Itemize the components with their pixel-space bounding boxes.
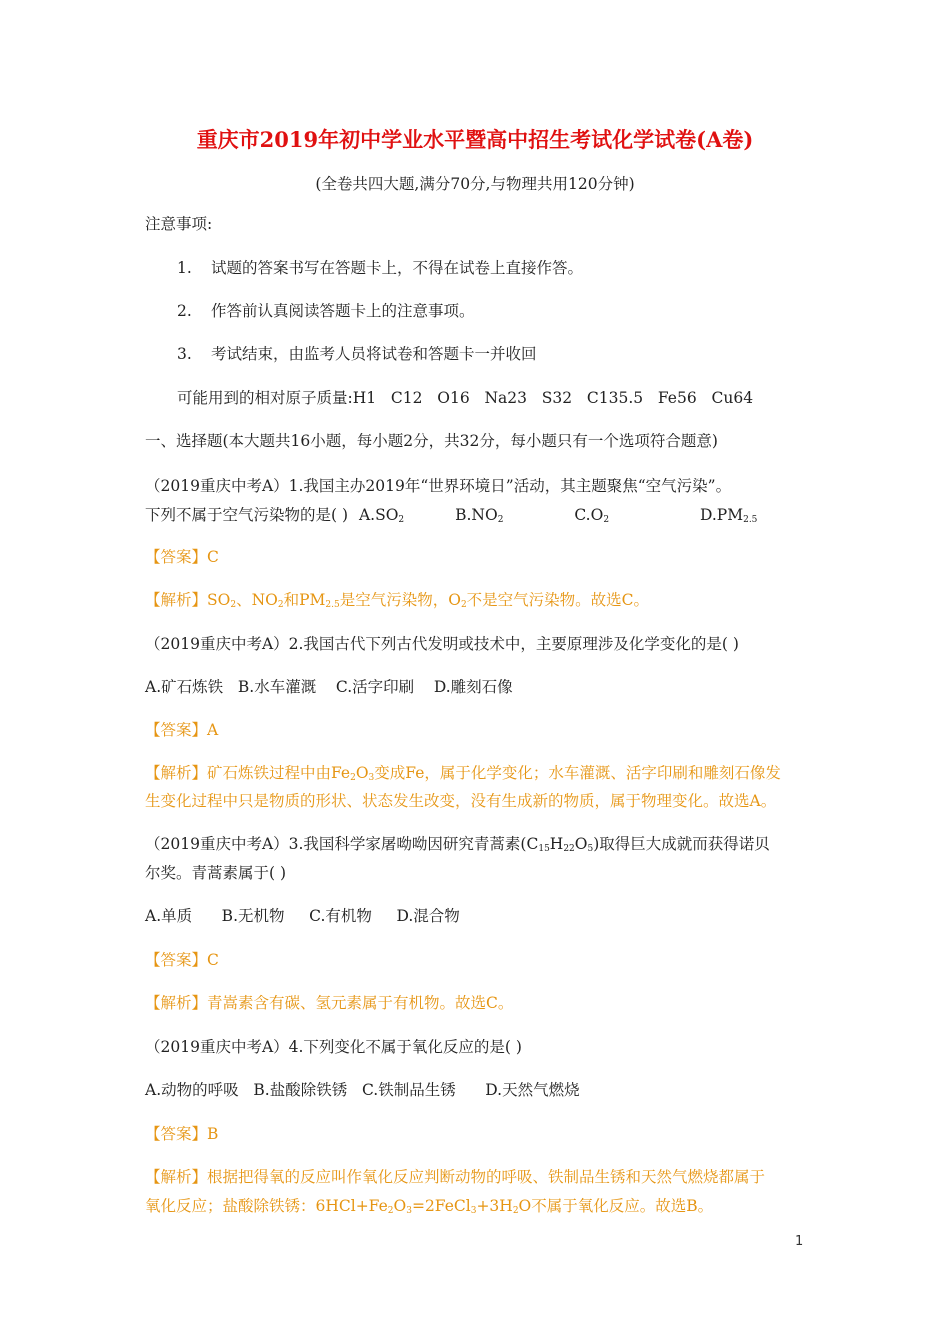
atomic-masses: 可能用到的相对原子质量:H1 C12 O16 Na23 S32 C135.5 Fe56 Cu64 <box>177 389 754 407</box>
question-1-option-a: $A.SO_2$ <box>358 506 405 525</box>
question-2-text: （2019重庆中考A）2.我国古代下列古代发明或技术中，主要原理涉及化学变化的是( ) <box>145 635 739 653</box>
question-1-option-b: $B.NO_2$ <box>455 506 504 525</box>
question-2-analysis: 【解析】矿石炼铁过程中由$Fe_2O_3$变成Fe，属于化学变化；水车灌溉、活字印刷和雕刻石像发 <box>145 764 781 783</box>
question-1-option-d: $D.PM_{2.5}$ <box>699 506 758 525</box>
question-2-options: A.矿石炼铁 B.水车灌溉 C.活字印刷 D.雕刻石像 <box>145 678 513 696</box>
notice-item-number: 1. <box>177 259 192 277</box>
notice-item-text: 试题的答案书写在答题卡上，不得在试卷上直接作答。 <box>211 259 584 277</box>
question-4-analysis-cont: 氧化反应；盐酸除铁锈：$6HCl+Fe_2O_3=2FeCl_3+3H_2O$不属于氧化反应。故选B。 <box>145 1197 714 1216</box>
notice-item <box>177 344 537 364</box>
question-1-text: （2019重庆中考A）1.我国主办2019年“世界环境日”活动，其主题聚焦“空气污染”。 <box>145 477 732 495</box>
notice-heading: 注意事项: <box>145 215 213 233</box>
question-4-text: （2019重庆中考A）4.下列变化不属于氧化反应的是( ) <box>145 1038 522 1056</box>
question-4-answer: 【答案】B <box>145 1125 219 1143</box>
page-subtitle: (全卷共四大题,满分70分,与物理共用120分钟) <box>315 175 635 193</box>
notice-item-number: 3. <box>177 345 192 363</box>
question-3-analysis: 【解析】青嵩素含有碳、氢元素属于有机物。故选C。 <box>145 994 514 1012</box>
question-4-options: A.动物的呼吸 B.盐酸除铁锈 C.铁制品生锈 D.天然气燃烧 <box>145 1081 580 1099</box>
question-3-text: （2019重庆中考A）3.我国科学家屠呦呦因研究青蒿素$(C_{15}H_{22}O_5)$取得巨大成就而获得诺贝 <box>145 835 770 854</box>
notice-item <box>177 258 583 278</box>
question-3-answer: 【答案】C <box>145 951 219 969</box>
question-2-answer: 【答案】A <box>145 721 219 739</box>
question-3-options: A.单质 B.无机物 C.有机物 D.混合物 <box>145 907 460 925</box>
question-1-option-c: $C.O_2$ <box>574 506 610 525</box>
page-number: 1 <box>795 1234 804 1249</box>
notice-item <box>177 301 475 321</box>
page-title: 重庆市2019年初中学业水平暨高中招生考试化学试卷(A卷) <box>196 127 754 152</box>
question-3-prompt: 尔奖。青蒿素属于( ) <box>145 864 287 882</box>
question-4-analysis: 【解析】根据把得氧的反应叫作氧化反应判断动物的呼吸、铁制品生锈和天然气燃烧都属于 <box>145 1168 766 1186</box>
question-1-prompt: 下列不属于空气污染物的是( ) <box>145 506 349 524</box>
question-2-analysis-cont: 生变化过程中只是物质的形状、状态发生改变，没有生成新的物质，属于物理变化。故选A。 <box>145 792 777 810</box>
notice-item-text: 作答前认真阅读答题卡上的注意事项。 <box>211 302 475 320</box>
notice-item-number: 2. <box>177 302 192 320</box>
question-1-analysis: 【解析】$SO_2$、$NO_2$和$PM_{2.5}$是空气污染物，$O_2$不是空气污染物。故选C。 <box>145 591 650 610</box>
notice-item-text: 考试结束，由监考人员将试卷和答题卡一并收回 <box>211 345 537 363</box>
question-1-answer: 【答案】C <box>145 548 219 566</box>
section-heading: 一、选择题(本大题共16小题，每小题2分，共32分，每小题只有一个选项符合题意) <box>145 432 718 450</box>
question-1-stem <box>145 505 757 525</box>
